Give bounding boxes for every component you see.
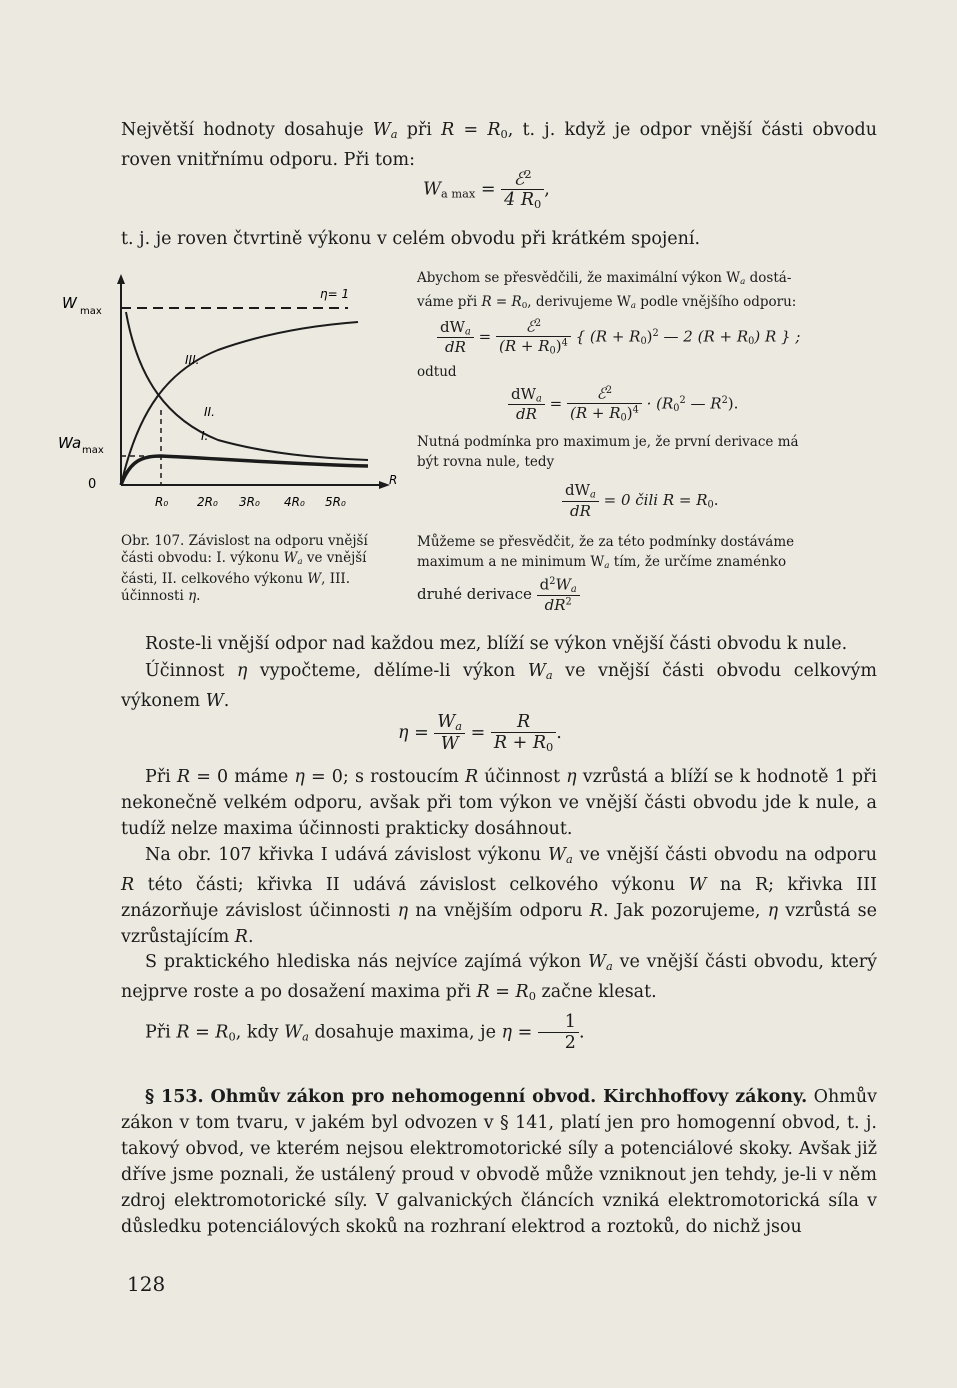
label-x-axis: R <box>389 473 398 487</box>
paragraph-efficiency-limit: Při R = 0 máme η = 0; s rostoucím R účinnost η vzrůstá a blíží se k hodnotě 1 při nekonečně velkém odporu, avšak při tom výkon ve vnější části obvodu jde k nule, a tudíž nelze maxima účinnosti prakticky dosáhnout. <box>121 767 877 839</box>
paragraph-limit: Roste-li vnější odpor nad každou mez, blíží se výkon vnější části obvodu k nule. <box>145 634 848 654</box>
paragraph-half-efficiency: Při $R = R_0$, kdy $W_a$ dosahuje maxima, je η = $\frac{1}{2}$ . <box>145 1012 585 1054</box>
second-derivative-term: druhé derivace $\frac{d^2W_a}{dR^2}$ <box>417 576 580 614</box>
section-153: § 153. Ohmův zákon pro nehomogenní obvod. Kirchhoffovy zákony. Ohmův zákon v tom tvaru, v jakém byl odvozen v § 141, platí jen pro homogenní obvod, t. j. takový obvod, ve kterém nejsou elektromotorické síly a potenciálové skoky. Avšak již dříve jsme poznali, že ustálený proud v obvodě může vzniknout jen tehdy, je-li v něm zdroj elektromotorické síly. V galvanických článcích vzniká elektromotorická síla v důsledku potenciálových skoků na rozhraní elektrod a roztoků, do nichž jsou <box>121 1087 877 1237</box>
figure-107 <box>58 270 408 520</box>
paragraph-efficiency: Účinnost η vypočteme, dělíme-li výkon $W_a$ ve vnější části obvodu celkovým výkonem W. <box>121 661 877 711</box>
tick-3r0: 3R₀ <box>239 495 260 509</box>
label-eta-one: η= 1 <box>320 287 350 301</box>
label-origin: 0 <box>88 477 97 492</box>
page-number: 128 <box>127 1272 166 1296</box>
paragraph-quarter-power: t. j. je roven čtvrtině výkonu v celém obvodu při krátkém spojení. <box>121 229 701 249</box>
label-w-max: W <box>62 294 77 312</box>
curve-ii <box>126 312 368 460</box>
figure-caption: Obr. 107. Závislost na odporu vnější části obvodu: I. výkonu $W_a$ ve vnější části, II. celkového výkonu W, III. účinnosti η. <box>121 533 368 605</box>
tick-r0: R₀ <box>155 495 169 509</box>
equation-first-derivative: $\frac{dW_a}{dR}$ = $\frac{ℰ^2}{(R + R_0)^4}$ { $(R + R_0)^2$ — 2 $(R + R_0)$ R } ; <box>437 318 800 357</box>
equation-zero-derivative: $\frac{dW_a}{dR}$ = 0 čili $R = R_0$. <box>562 482 719 520</box>
label-wa-max-sub: max <box>82 445 104 456</box>
paragraph-practical: S praktického hlediska nás nejvíce zajímá výkon $W_a$ ve vnější části obvodu, který nejprve roste a po dosažení maxima při $R = R_0$ začne klesat. <box>121 952 877 1003</box>
curve-i <box>121 456 368 485</box>
equation-derivative-result: $\frac{dW_a}{dR}$ = $\frac{ℰ^2}{(R + R_0)^4}$ · ($R_0^2$ — $R^2$). <box>508 385 738 424</box>
odtud-word: odtud <box>417 364 457 380</box>
tick-5r0: 5R₀ <box>325 495 346 509</box>
paragraph-max-value: Největší hodnoty dosahuje $W_a$ při $R = R_0$, t. j. když je odpor vnější části obvodu roven vnitřnímu odporu. Při tom: <box>121 120 877 170</box>
derivation-intro: Abychom se přesvědčili, že maximální výkon $W_a$ dostá- váme při $R = R_0$, derivujeme $W_a$ podle vnějšího odporu: <box>417 270 797 312</box>
tick-2r0: 2R₀ <box>197 495 218 509</box>
paragraph-curves: Na obr. 107 křivka I udává závislost výkonu $W_a$ ve vnější části obvodu na odporu R této části; křivka II udává závislost celkového výkonu W na R; křivka III znázorňuje závislost účinnosti η na vnějším odporu R. Jak pozorujeme, η vzrůstá se vzrůstajícím R. <box>121 845 878 947</box>
equation-wa-max: $W_{a max}$ = $\frac{ℰ^2}{4 R_0}$ , <box>423 167 550 212</box>
label-curve-i: I. <box>201 429 209 443</box>
label-curve-iii: III. <box>185 353 200 367</box>
y-axis-arrow <box>117 274 125 284</box>
label-wa-max: Wa <box>58 434 82 452</box>
equation-efficiency: η = $\frac{W_a}{W}$ = $\frac{R}{R + R_0}$ . <box>398 712 562 755</box>
label-w-max-sub: max <box>80 306 102 317</box>
second-derivative-note: Můžeme se přesvědčit, že za této podmínky dostáváme maximum a ne minimum $W_a$ tím, že určíme znaménko <box>417 534 795 572</box>
necessary-condition: Nutná podmínka pro maximum je, že první derivace má být rovna nule, tedy <box>417 434 799 470</box>
label-curve-ii: II. <box>204 405 215 419</box>
tick-4r0: 4R₀ <box>284 495 305 509</box>
section-title: § 153. Ohmův zákon pro nehomogenní obvod. Kirchhoffovy zákony. <box>145 1087 808 1107</box>
